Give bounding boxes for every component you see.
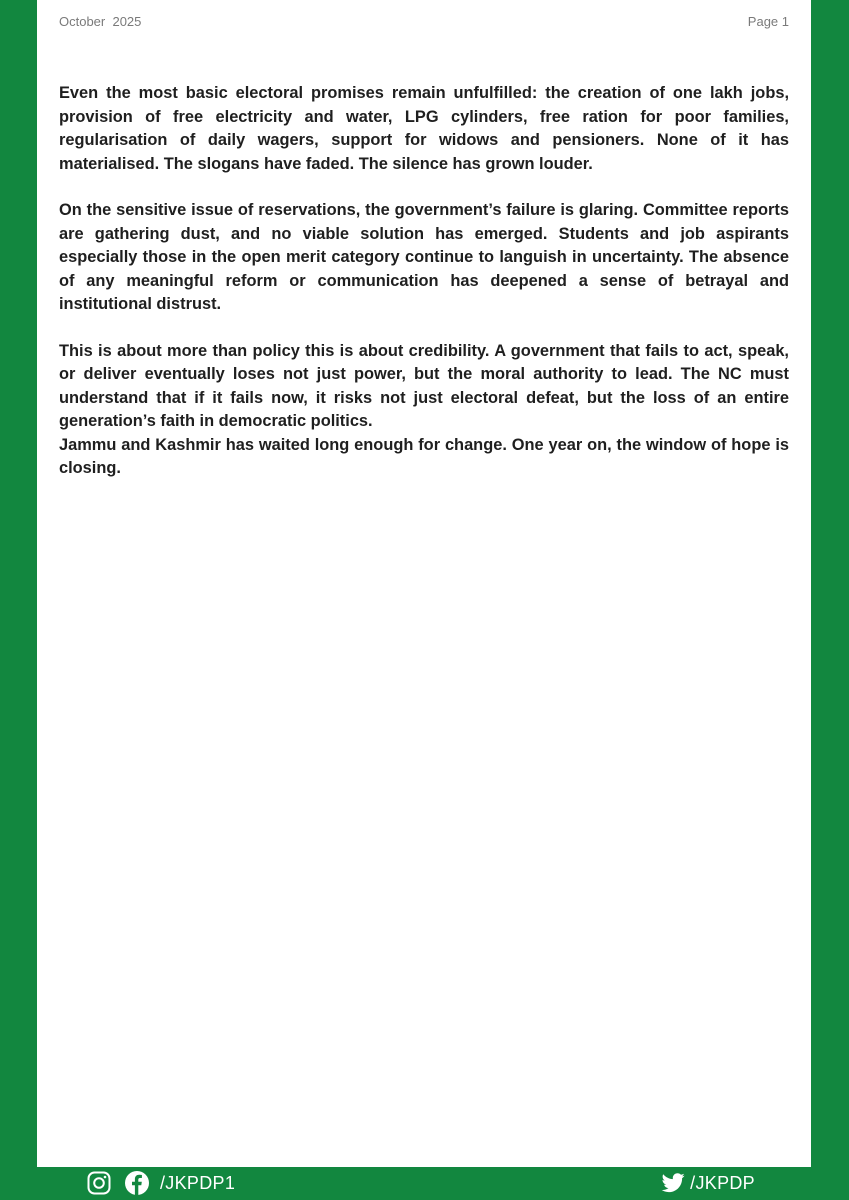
social-links-right (660, 1169, 755, 1197)
document-page (37, 0, 811, 1167)
paragraph-promises: Even the most basic electoral promises remain unfulfilled: the creation of one lakh jobs, provision of free electricity and water, LPG cylinders, free ration for poor families, regularisation of daily wagers, support for widows and pensioners. None of it has materialised. The slogans have faded. The silence has grown louder. (59, 84, 789, 173)
paragraph-credibility: This is about more than policy this is about credibility. A government that fails to act, speak, or deliver eventually loses not just power, but the moral authority to lead. The NC must understand that if it fails now, it risks not just electoral defeat, but the loss of an entire generation’s faith in democratic politics. (59, 341, 789, 430)
page-number: Page 1 (747, 14, 789, 29)
header-date: October 2025 (59, 14, 142, 29)
facebook-icon[interactable] (124, 1170, 150, 1196)
article-body (59, 82, 789, 504)
instagram-icon[interactable] (86, 1170, 112, 1196)
twitter-icon[interactable] (660, 1170, 686, 1196)
footer-bar (0, 1167, 849, 1200)
paragraph-reservations: On the sensitive issue of reservations, the government’s failure is glaring. Committee reports are gathering dust, and no viable solution has emerged. Students and job aspirants especially those in the open merit category continue to languish in uncertainty. The absence of any meaningful reform or communication has deepened a sense of betrayal and institutional distrust. (59, 201, 789, 313)
paragraph-conclusion: Jammu and Kashmir has waited long enough for change. One year on, the window of hope is closing. (59, 435, 789, 477)
facebook-handle[interactable]: /JKPDP1 (160, 1172, 236, 1193)
twitter-handle[interactable]: /JKPDP (690, 1172, 755, 1193)
social-links-left (86, 1169, 235, 1197)
